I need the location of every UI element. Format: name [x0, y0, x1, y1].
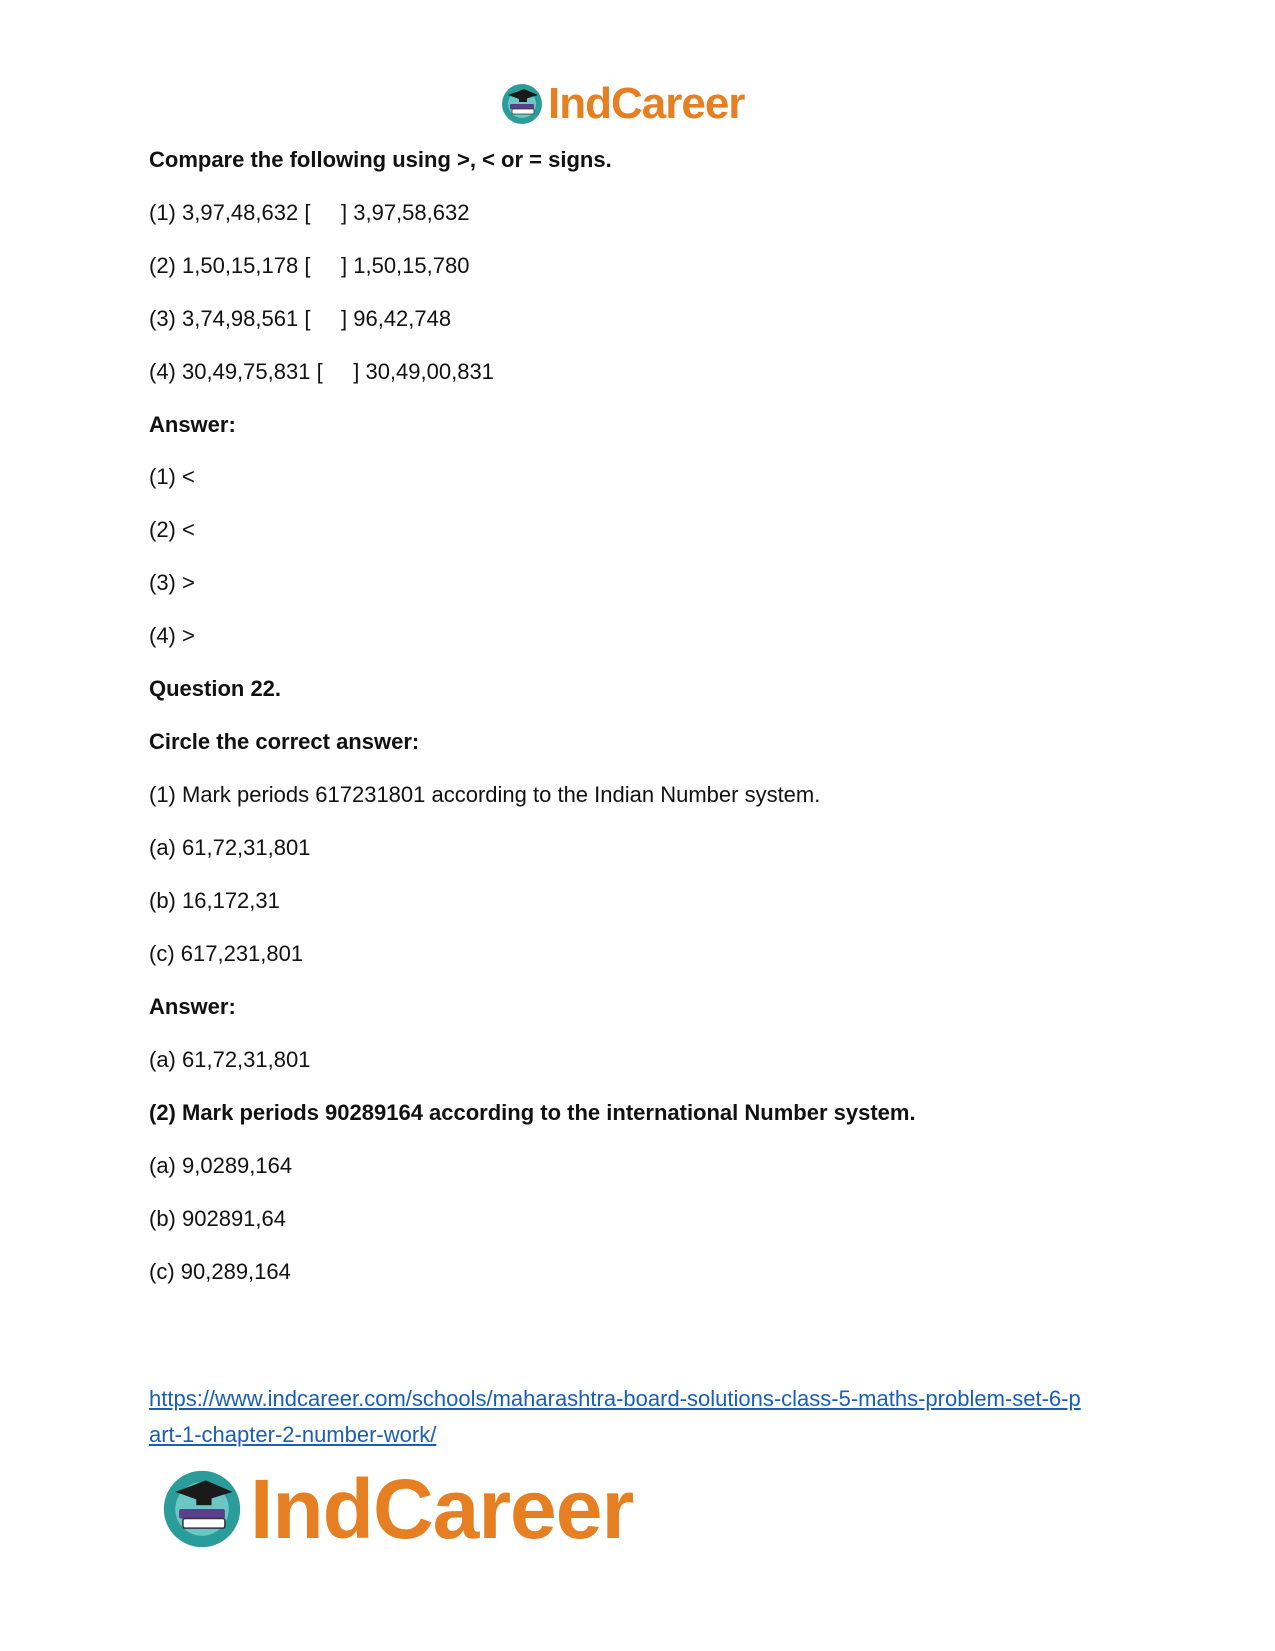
- question-2-text: (2) Mark periods 90289164 according to the international Number system.: [149, 1100, 916, 1125]
- compare-heading: Compare the following using >, < or = signs.: [149, 147, 612, 172]
- answer-item: (1) <: [149, 464, 195, 489]
- question-instruction: Circle the correct answer:: [149, 729, 420, 754]
- question-1-text: (1) Mark periods 617231801 according to the Indian Number system.: [149, 782, 821, 807]
- source-link[interactable]: [149, 1381, 1129, 1453]
- header-logo: [500, 78, 744, 130]
- option-item: (c) 90,289,164: [149, 1259, 291, 1284]
- answer-item: (a) 61,72,31,801: [149, 1047, 311, 1072]
- compare-item: (1) 3,97,48,632 [ ] 3,97,58,632: [149, 200, 470, 225]
- compare-item: (4) 30,49,75,831 [ ] 30,49,00,831: [149, 359, 494, 384]
- compare-item: (3) 3,74,98,561 [ ] 96,42,748: [149, 306, 452, 331]
- option-item: (b) 16,172,31: [149, 888, 280, 913]
- answer-label: Answer:: [149, 412, 236, 437]
- answer-item: (3) >: [149, 570, 195, 595]
- option-item: (b) 902891,64: [149, 1206, 286, 1231]
- header-logo-text: IndCareer: [548, 79, 745, 128]
- answer-label: Answer:: [149, 994, 236, 1019]
- answer-item: (2) <: [149, 517, 195, 542]
- question-title: Question 22.: [149, 676, 282, 701]
- compare-item: (2) 1,50,15,178 [ ] 1,50,15,780: [149, 253, 470, 278]
- option-item: (a) 61,72,31,801: [149, 835, 311, 860]
- footer-logo-text: IndCareer: [250, 1461, 634, 1556]
- graduation-globe-books-icon: [160, 1467, 244, 1551]
- footer-logo: [160, 1461, 634, 1556]
- option-item: (a) 9,0289,164: [149, 1153, 293, 1178]
- answer-item: (4) >: [149, 623, 195, 648]
- option-item: (c) 617,231,801: [149, 941, 304, 966]
- source-link-line-1[interactable]: https://www.indcareer.com/schools/maharashtra-board-solutions-class-5-maths-problem-set-6-p: [149, 1386, 1081, 1411]
- source-link-line-2[interactable]: art-1-chapter-2-number-work/: [149, 1422, 437, 1447]
- graduation-globe-books-icon: [500, 82, 544, 126]
